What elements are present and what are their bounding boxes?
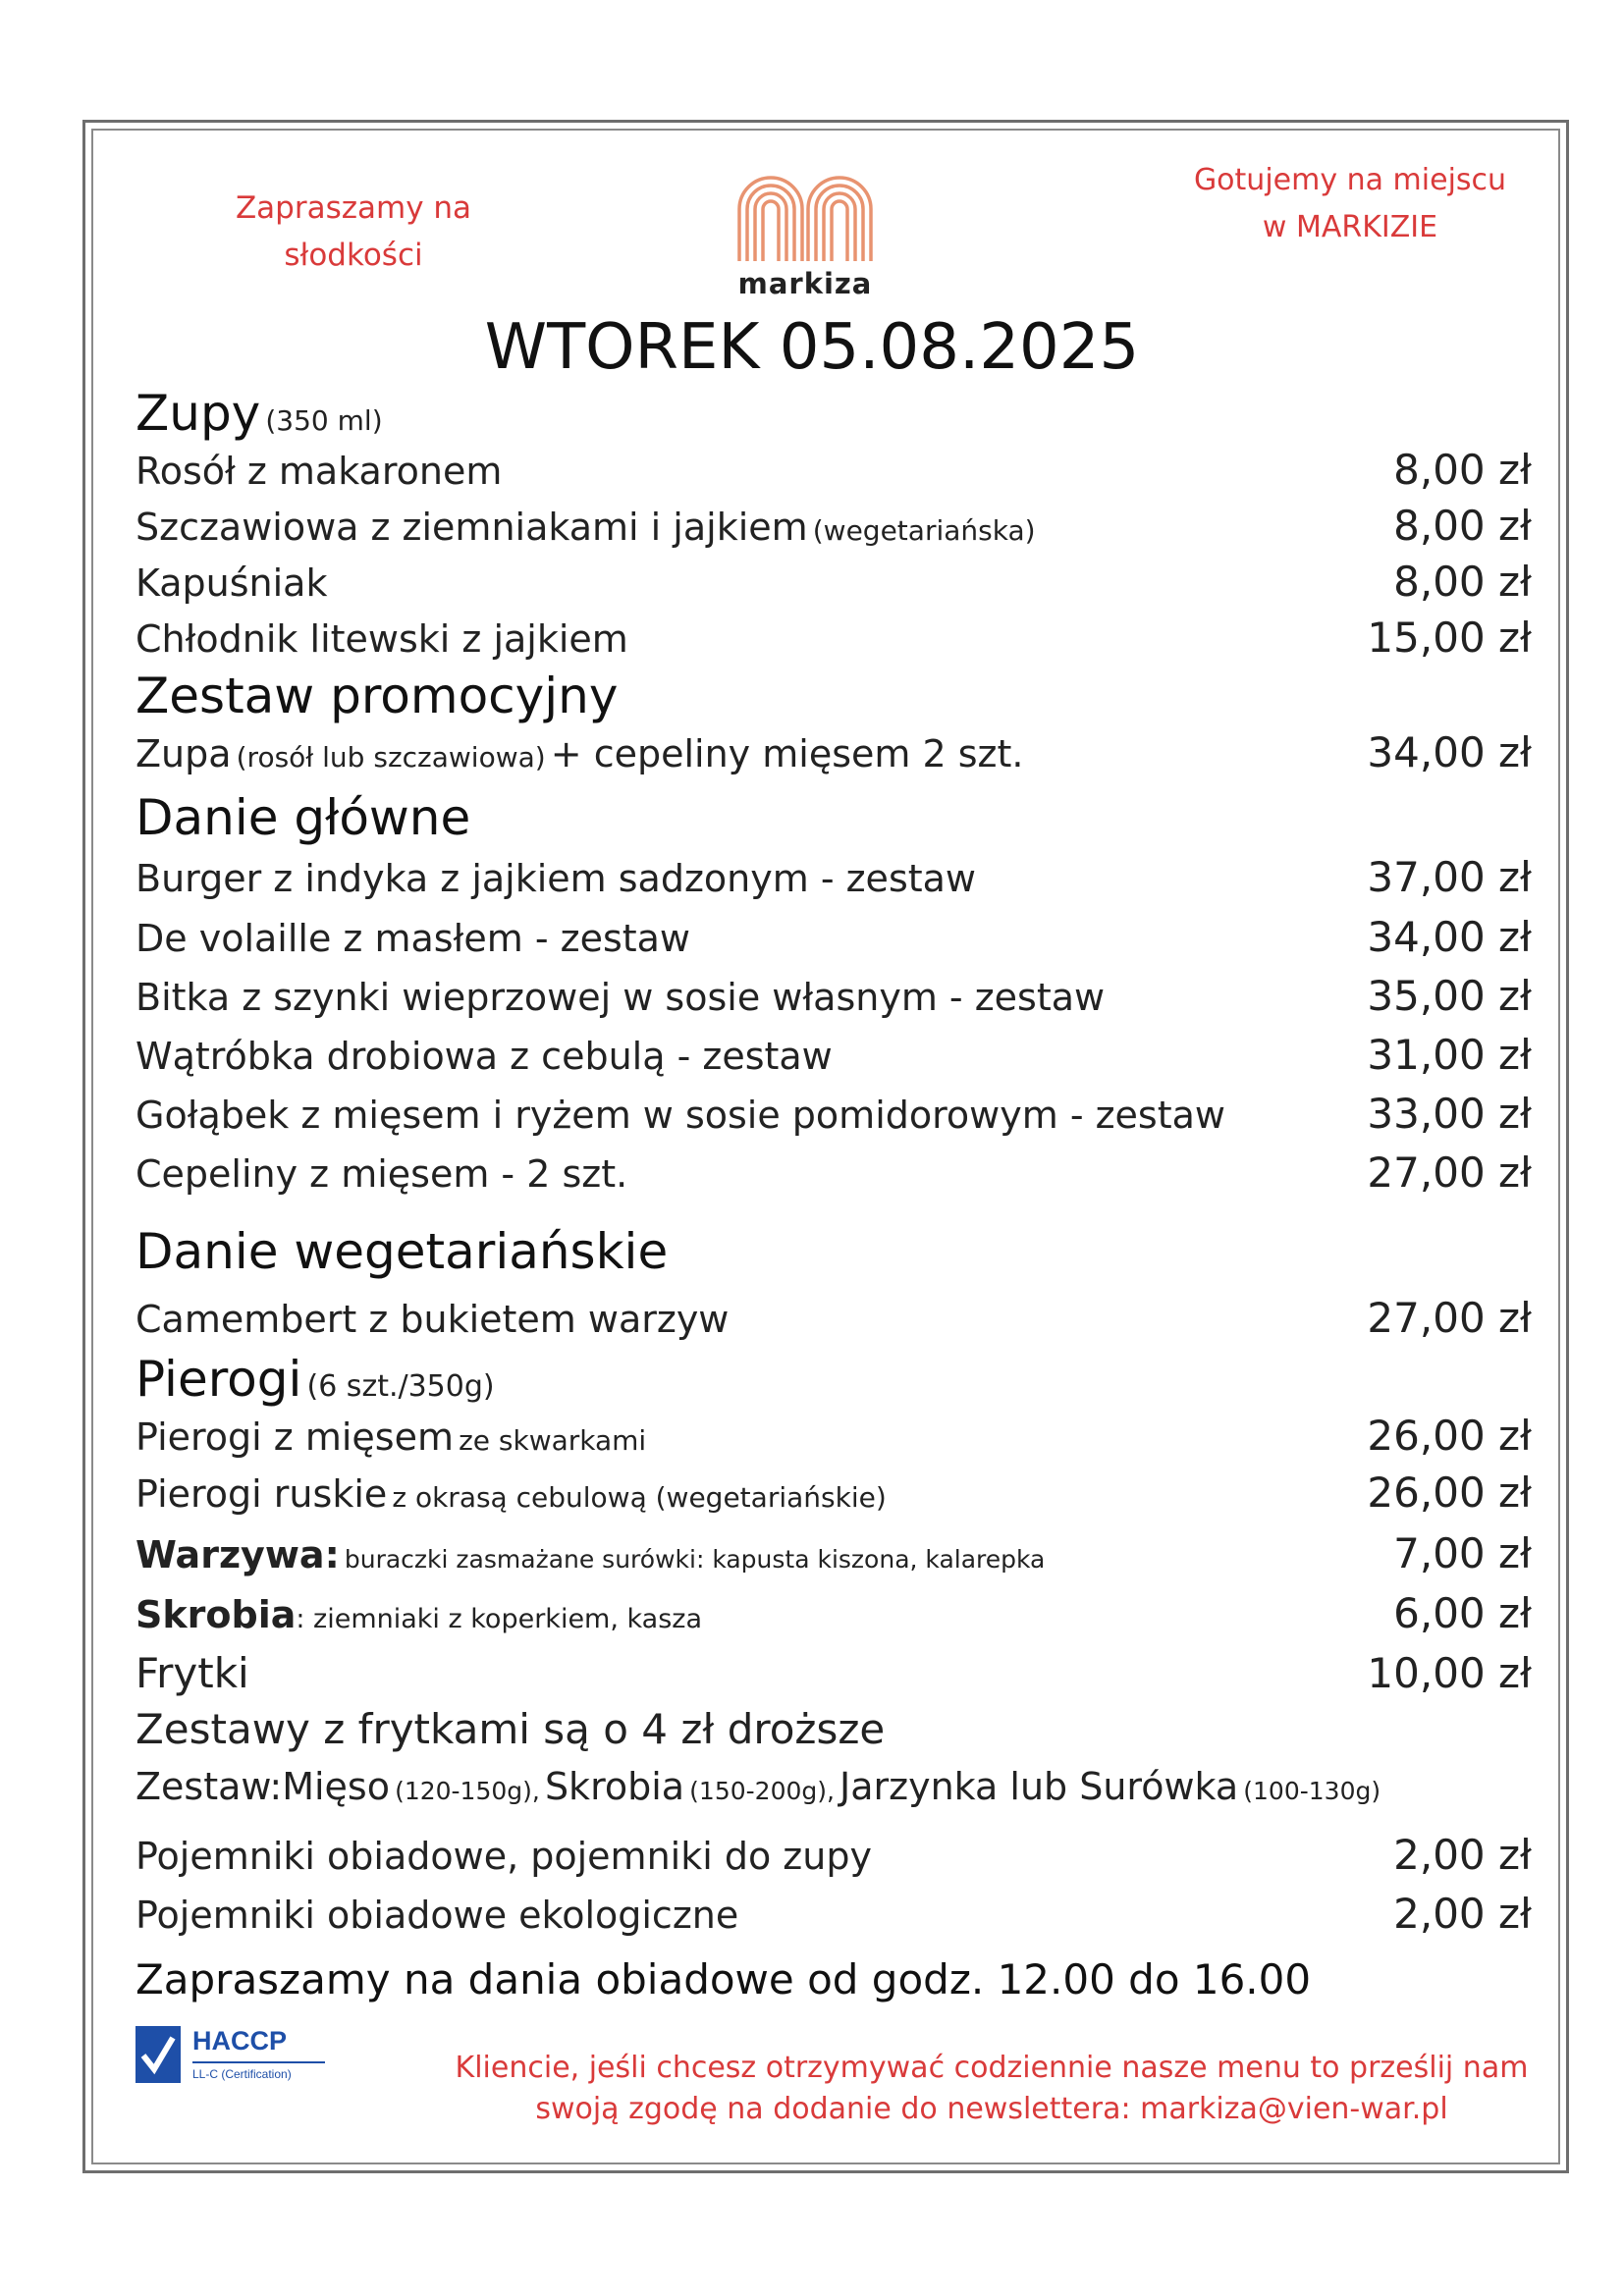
item-name: Wątróbka drobiowa z cebulą - zestaw — [135, 1035, 833, 1078]
tagline-left-line-1: Zapraszamy na — [235, 190, 472, 226]
item-note: ze skwarkami — [459, 1424, 647, 1457]
item-name: Rosół z makaronem — [135, 450, 503, 493]
menu-item — [135, 853, 1532, 901]
item-name: Burger z indyka z jajkiem sadzonym - zestaw — [135, 857, 977, 900]
item-name: Bitka z szynki wieprzowej w sosie własnym - zestaw — [135, 976, 1106, 1019]
zestaw-part-b: Skrobia — [544, 1765, 685, 1808]
item-price: 10,00 zł — [1367, 1649, 1532, 1697]
opening-hours — [135, 1955, 1532, 2003]
menu-item — [135, 1412, 1532, 1460]
section-title: Danie główne — [135, 789, 471, 846]
item-name: Pojemniki obiadowe, pojemniki do zupy — [135, 1835, 872, 1878]
tagline-right-line-2: w MARKIZIE — [1262, 210, 1438, 244]
haccp-divider — [192, 2061, 325, 2063]
markiza-logo — [727, 165, 884, 300]
menu-item — [135, 913, 1532, 961]
item-note: (wegetariańska) — [812, 514, 1036, 547]
tagline-right — [1149, 157, 1551, 251]
hours-text: Zapraszamy na dania obiadowe od godz. 12.00 do 16.00 — [135, 1955, 1312, 2003]
item-name: Pojemniki obiadowe ekologiczne — [135, 1894, 739, 1937]
tagline-left-line-2: słodkości — [284, 238, 423, 273]
checkmark-shield-icon — [135, 2026, 181, 2083]
menu-item — [135, 1890, 1532, 1938]
item-price: 35,00 zł — [1367, 972, 1532, 1020]
menu-item — [135, 1031, 1532, 1079]
item-price: 34,00 zł — [1367, 728, 1532, 776]
section-glowne-header — [135, 789, 1532, 846]
section-note: (6 szt./350g) — [306, 1369, 495, 1404]
menu-item — [135, 972, 1532, 1020]
page-title: WTOREK 05.08.2025 — [484, 311, 1140, 384]
item-name: Pierogi ruskie — [135, 1472, 388, 1516]
item-price: 31,00 zł — [1367, 1031, 1532, 1079]
newsletter-note — [432, 2048, 1551, 2130]
item-price: 33,00 zł — [1367, 1090, 1532, 1138]
item-price: 2,00 zł — [1393, 1831, 1532, 1879]
menu-item — [135, 1090, 1532, 1138]
zestaw-part-b-note: (150-200g), — [689, 1777, 835, 1805]
item-price: 8,00 zł — [1393, 446, 1532, 494]
haccp-badge — [135, 2026, 325, 2083]
tagline-left — [206, 185, 501, 279]
zestaw-part-c: Jarzynka lub Surówka — [839, 1765, 1239, 1808]
zestaw-definition — [135, 1765, 1532, 1808]
section-note: (350 ml) — [265, 404, 383, 437]
section-title: Pierogi — [135, 1351, 302, 1408]
brand-name: markiza — [737, 267, 873, 300]
item-price: 2,00 zł — [1393, 1890, 1532, 1938]
menu-item — [135, 558, 1532, 606]
item-note: z okrasą cebulową (wegetariańskie) — [392, 1481, 887, 1514]
item-price: 8,00 zł — [1393, 558, 1532, 606]
item-price: 7,00 zł — [1393, 1529, 1532, 1577]
item-name: Cepeliny z mięsem - 2 szt. — [135, 1152, 628, 1196]
item-name: Skrobia — [135, 1593, 297, 1636]
item-note: : ziemniaki z koperkiem, kasza — [296, 1604, 703, 1634]
info-text: Zestawy z frytkami są o 4 zł droższe — [135, 1705, 886, 1753]
zestaw-part-a: Zestaw:Mięso — [135, 1765, 390, 1808]
menu-item — [135, 728, 1532, 776]
item-name: Szczawiowa z ziemniakami i jajkiem — [135, 506, 808, 549]
item-name: Chłodnik litewski z jajkiem — [135, 617, 628, 661]
newsletter-line-2: swoją zgodę na dodanie do newslettera: markiza@vien-war.pl — [535, 2092, 1448, 2126]
section-title: Zestaw promocyjny — [135, 667, 619, 724]
menu-item — [135, 1831, 1532, 1879]
haccp-label: HACCP — [192, 2026, 288, 2056]
menu-item-skrobia — [135, 1589, 1532, 1637]
menu-item-warzywa — [135, 1529, 1532, 1577]
section-pierogi-header — [135, 1351, 1532, 1408]
zestaw-part-c-note: (100-130g) — [1243, 1777, 1381, 1805]
menu-item — [135, 502, 1532, 550]
section-zestaw-header — [135, 667, 1532, 724]
section-title: Danie wegetariańskie — [135, 1223, 669, 1280]
item-name: Pierogi z mięsem — [135, 1415, 454, 1459]
item-name: Gołąbek z mięsem i ryżem w sosie pomidorowym - zestaw — [135, 1094, 1225, 1137]
item-name: Camembert z bukietem warzyw — [135, 1298, 730, 1341]
item-price: 27,00 zł — [1367, 1148, 1532, 1197]
item-name: Frytki — [135, 1649, 249, 1697]
menu-item — [135, 1148, 1532, 1197]
item-price: 26,00 zł — [1367, 1468, 1532, 1517]
item-price: 34,00 zł — [1367, 913, 1532, 961]
item-price: 8,00 zł — [1393, 502, 1532, 550]
item-note: (rosół lub szczawiowa) — [236, 741, 546, 774]
haccp-sub: LL-C (Certification) — [192, 2067, 292, 2081]
item-price: 15,00 zł — [1367, 614, 1532, 662]
menu-item — [135, 446, 1532, 494]
newsletter-line-1: Kliencie, jeśli chcesz otrzymywać codziennie nasze menu to prześlij nam — [455, 2051, 1529, 2085]
item-price: 27,00 zł — [1367, 1294, 1532, 1342]
menu-item-frytki — [135, 1649, 1532, 1697]
menu-item — [135, 614, 1532, 662]
item-name: De volaille z masłem - zestaw — [135, 917, 691, 960]
section-zupy-header — [135, 385, 1532, 442]
item-name: Warzywa: — [135, 1533, 340, 1576]
menu-item — [135, 1468, 1532, 1517]
item-price: 26,00 zł — [1367, 1412, 1532, 1460]
zestaw-part-a-note: (120-150g), — [395, 1777, 540, 1805]
tagline-right-line-1: Gotujemy na miejscu — [1193, 163, 1507, 197]
item-note: buraczki zasmażane surówki: kapusta kiszona, kalarepka — [344, 1545, 1046, 1574]
item-price: 37,00 zł — [1367, 853, 1532, 901]
logo-m-icon — [731, 165, 879, 263]
item-name-continued: + cepeliny mięsem 2 szt. — [550, 732, 1024, 775]
item-name: Kapuśniak — [135, 561, 328, 605]
menu-item — [135, 1294, 1532, 1342]
item-name: Zupa — [135, 732, 232, 775]
item-price: 6,00 zł — [1393, 1589, 1532, 1637]
frytki-info — [135, 1705, 1532, 1753]
section-title: Zupy — [135, 385, 261, 442]
section-wege-header — [135, 1223, 1532, 1280]
